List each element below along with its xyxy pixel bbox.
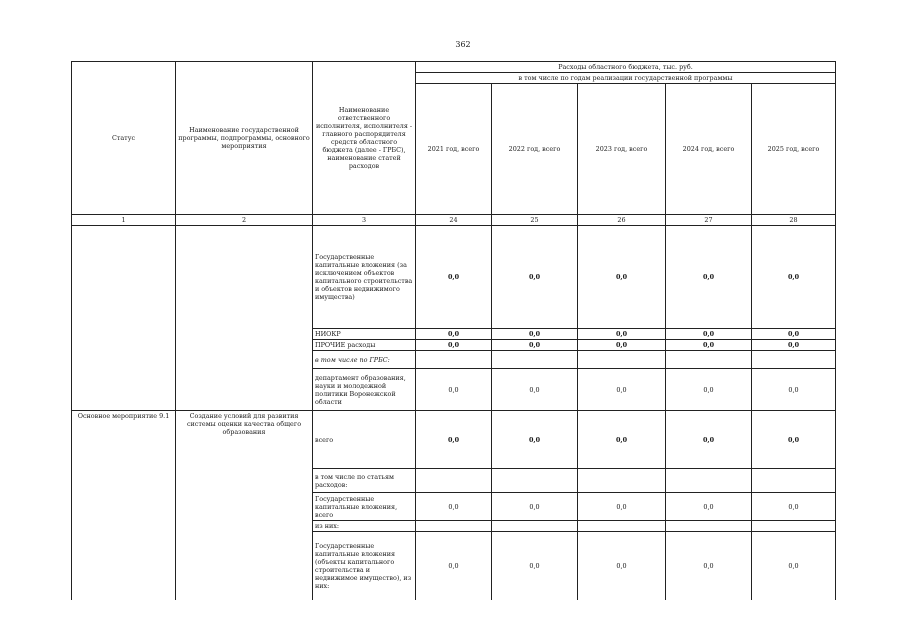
- value-cell: [492, 521, 578, 532]
- value-cell: [578, 521, 666, 532]
- value-cell: [492, 469, 578, 493]
- col-number: 3: [313, 215, 416, 226]
- table-row: [72, 411, 836, 469]
- col-number: 2: [176, 215, 313, 226]
- col-number: 25: [492, 215, 578, 226]
- value-cell: 0,0: [416, 369, 492, 411]
- value-cell: 0,0: [666, 369, 752, 411]
- value-cell: 0,0: [666, 411, 752, 469]
- value-cell: [416, 469, 492, 493]
- value-cell: 0,0: [492, 226, 578, 329]
- value-cell: 0,0: [666, 532, 752, 600]
- header-row-1: [72, 62, 836, 73]
- status-main-activity: Основное мероприятие 9.1: [72, 411, 176, 600]
- program-name-cell-empty: [176, 226, 313, 411]
- value-cell: 0,0: [666, 340, 752, 351]
- status-cell-empty: [72, 226, 176, 411]
- budget-table: [71, 61, 836, 600]
- value-cell: [666, 351, 752, 369]
- value-cell: 0,0: [666, 226, 752, 329]
- value-cell: 0,0: [752, 532, 836, 600]
- header-year-2023: 2023 год, всего: [578, 84, 666, 215]
- row-label: НИОКР: [313, 329, 416, 340]
- row-label: всего: [313, 411, 416, 469]
- value-cell: 0,0: [666, 329, 752, 340]
- value-cell: 0,0: [752, 340, 836, 351]
- header-year-2022: 2022 год, всего: [492, 84, 578, 215]
- row-label: из них:: [313, 521, 416, 532]
- header-year-2021: 2021 год, всего: [416, 84, 492, 215]
- column-numbers-row: [72, 215, 836, 226]
- header-years-subtitle: в том числе по годам реализации государственной программы: [416, 73, 836, 84]
- value-cell: [752, 351, 836, 369]
- page-number: 362: [455, 40, 471, 49]
- col-number: 28: [752, 215, 836, 226]
- header-year-2025: 2025 год, всего: [752, 84, 836, 215]
- row-label: в том числе по статьям расходов:: [313, 469, 416, 493]
- value-cell: 0,0: [492, 411, 578, 469]
- value-cell: [666, 521, 752, 532]
- value-cell: 0,0: [416, 493, 492, 521]
- row-label: департамент образования, науки и молодежной политики Воронежской области: [313, 369, 416, 411]
- value-cell: 0,0: [578, 493, 666, 521]
- col-number: 24: [416, 215, 492, 226]
- value-cell: 0,0: [752, 493, 836, 521]
- table-row: [72, 226, 836, 329]
- value-cell: [666, 469, 752, 493]
- value-cell: 0,0: [492, 340, 578, 351]
- value-cell: 0,0: [578, 532, 666, 600]
- row-label: ПРОЧИЕ расходы: [313, 340, 416, 351]
- value-cell: [492, 351, 578, 369]
- value-cell: 0,0: [752, 226, 836, 329]
- value-cell: 0,0: [492, 493, 578, 521]
- value-cell: 0,0: [492, 329, 578, 340]
- value-cell: 0,0: [578, 369, 666, 411]
- row-label: Государственные капитальные вложения, всего: [313, 493, 416, 521]
- value-cell: [752, 521, 836, 532]
- row-label: в том числе по ГРБС:: [313, 351, 416, 369]
- value-cell: [752, 469, 836, 493]
- value-cell: [578, 351, 666, 369]
- row-label: Государственные капитальные вложения (объекты капитального строительства и недвижимое имущество), из них:: [313, 532, 416, 600]
- header-budget-title: Расходы областного бюджета, тыс. руб.: [416, 62, 836, 73]
- col-number: 27: [666, 215, 752, 226]
- value-cell: [578, 469, 666, 493]
- value-cell: 0,0: [416, 329, 492, 340]
- value-cell: 0,0: [578, 329, 666, 340]
- value-cell: 0,0: [416, 411, 492, 469]
- header-status: Статус: [72, 62, 176, 215]
- header-year-2024: 2024 год, всего: [666, 84, 752, 215]
- value-cell: [416, 521, 492, 532]
- value-cell: 0,0: [752, 369, 836, 411]
- value-cell: 0,0: [666, 493, 752, 521]
- value-cell: 0,0: [492, 532, 578, 600]
- value-cell: 0,0: [492, 369, 578, 411]
- value-cell: [416, 351, 492, 369]
- value-cell: 0,0: [416, 532, 492, 600]
- value-cell: 0,0: [416, 340, 492, 351]
- value-cell: 0,0: [578, 340, 666, 351]
- value-cell: 0,0: [578, 411, 666, 469]
- header-executor: Наименование ответственного исполнителя, исполнителя - главного распорядителя средств областного бюджета (далее - ГРБС), наименование статей расходов: [313, 62, 416, 215]
- col-number: 1: [72, 215, 176, 226]
- main-activity-name: Создание условий для развития системы оценки качества общего образования: [176, 411, 313, 600]
- value-cell: 0,0: [752, 329, 836, 340]
- col-number: 26: [578, 215, 666, 226]
- row-label: Государственные капитальные вложения (за исключением объектов капитального строительства и объектов недвижимого имущества): [313, 226, 416, 329]
- header-program-name: Наименование государственной программы, подпрограммы, основного мероприятия: [176, 62, 313, 215]
- value-cell: 0,0: [578, 226, 666, 329]
- value-cell: 0,0: [416, 226, 492, 329]
- value-cell: 0,0: [752, 411, 836, 469]
